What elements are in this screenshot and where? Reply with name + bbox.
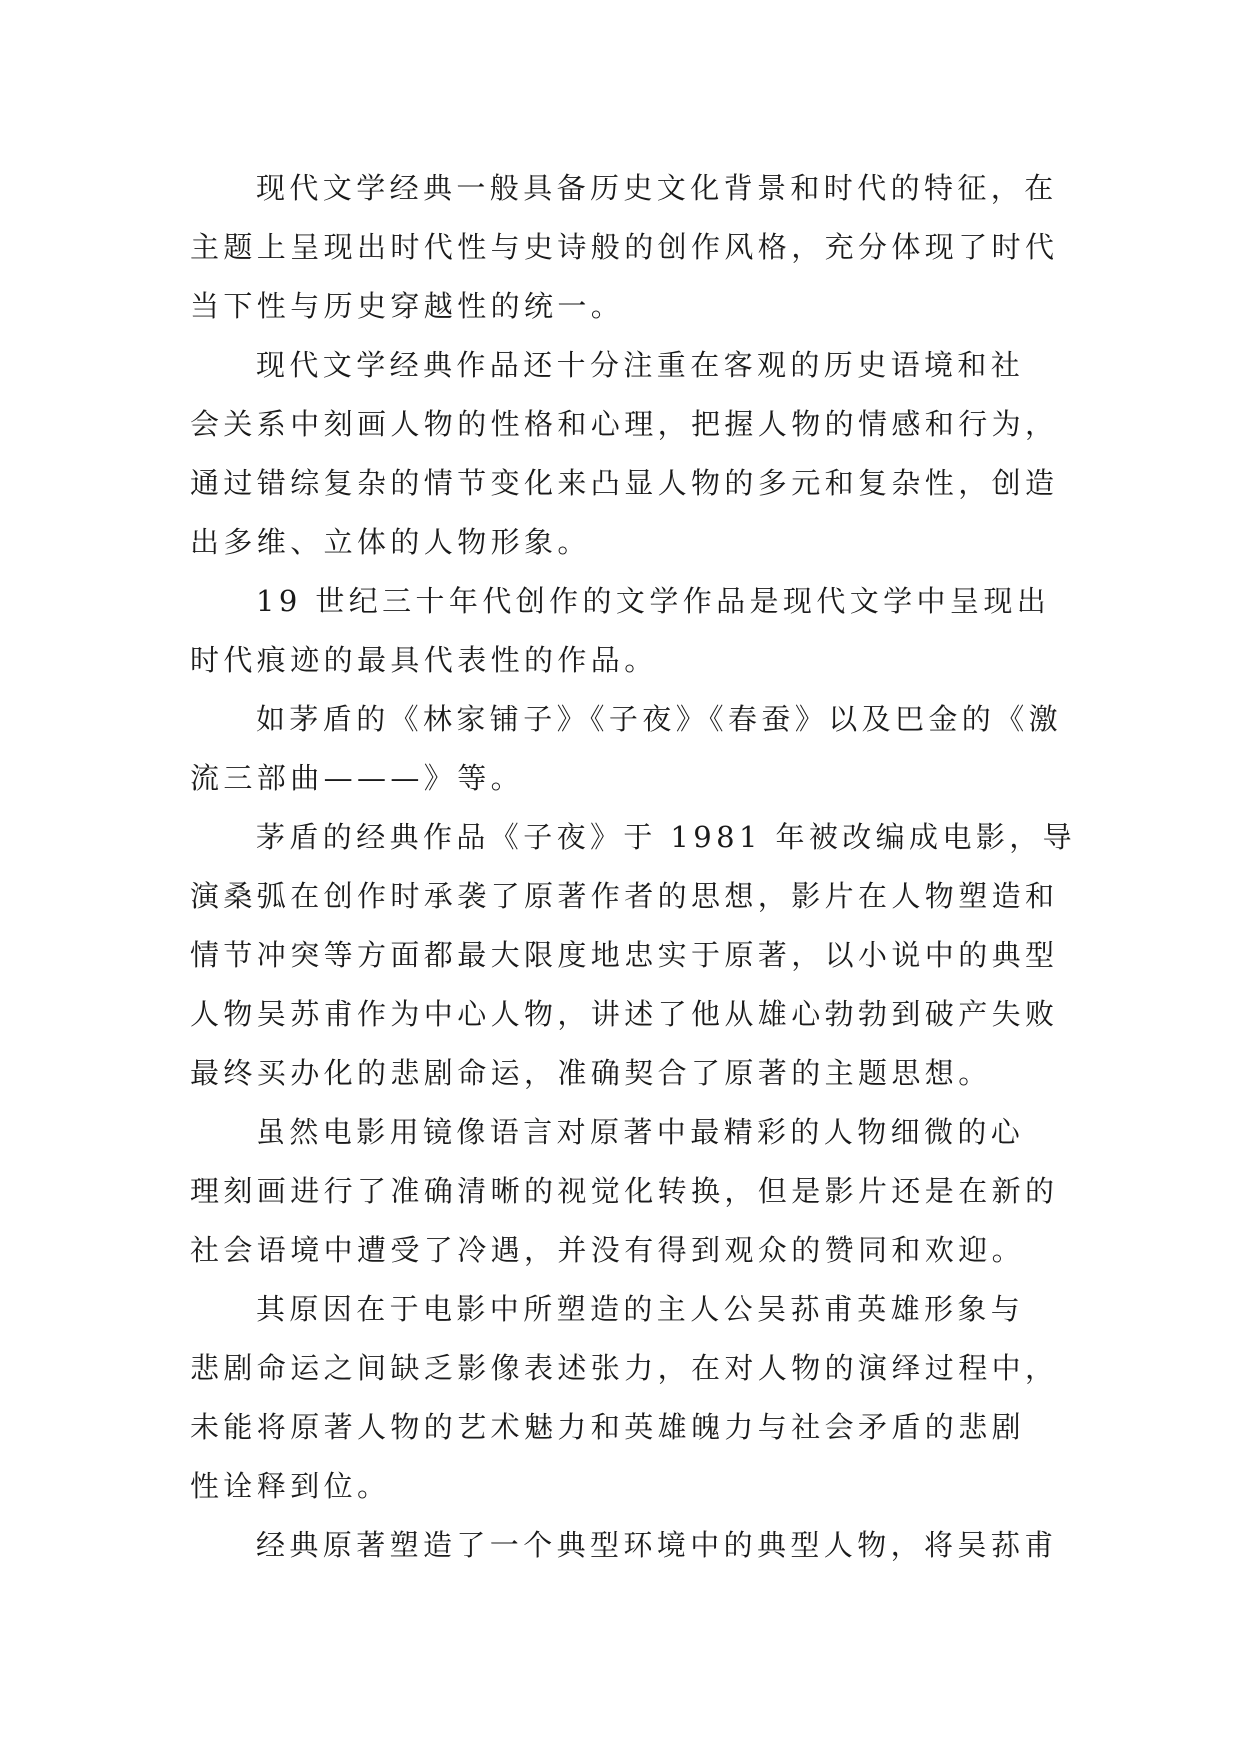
text-line: 现代文学经典一般具备历史文化背景和时代的特征，在 xyxy=(256,171,1058,205)
text-line: 其原因在于电影中所塑造的主人公吴荪甫英雄形象与 xyxy=(256,1292,1025,1326)
paragraph xyxy=(190,572,1050,690)
text-line: 主题上呈现出时代性与史诗般的创作风格，充分体现了时代 xyxy=(190,230,1059,264)
document-body xyxy=(190,159,1077,1575)
text-line: 出多维、立体的人物形象。 xyxy=(190,525,591,559)
text-line: 演桑弧在创作时承袭了原著作者的思想，影片在人物塑造和 xyxy=(190,879,1059,913)
text-line: 虽然电影用镜像语言对原著中最精彩的人物细微的心 xyxy=(256,1115,1025,1149)
text-line: 茅盾的经典作品《子夜》于 1981 年被改编成电影，导 xyxy=(256,820,1077,854)
text-line: 现代文学经典作品还十分注重在客观的历史语境和社 xyxy=(256,348,1025,382)
paragraph xyxy=(190,1103,1059,1280)
text-line: 19 世纪三十年代创作的文学作品是现代文学中呈现出 xyxy=(256,584,1051,618)
text-line: 经典原著塑造了一个典型环境中的典型人物，将吴荪甫 xyxy=(256,1528,1058,1562)
paragraph xyxy=(190,808,1077,1103)
text-line: 通过错综复杂的情节变化来凸显人物的多元和复杂性，创造 xyxy=(190,466,1059,500)
text-line: 性诠释到位。 xyxy=(190,1469,391,1503)
paragraph xyxy=(190,690,1063,808)
text-line: 社会语境中遭受了冷遇，并没有得到观众的赞同和欢迎。 xyxy=(190,1233,1026,1267)
text-line: 人物吴苏甫作为中心人物，讲述了他从雄心勃勃到破产失败 xyxy=(190,997,1059,1031)
paragraph xyxy=(190,336,1059,572)
text-line: 情节冲突等方面都最大限度地忠实于原著，以小说中的典型 xyxy=(190,938,1059,972)
text-line: 最终买办化的悲剧命运，准确契合了原著的主题思想。 xyxy=(190,1056,992,1090)
paragraph xyxy=(190,1280,1059,1516)
paragraph xyxy=(190,1516,1058,1575)
text-line: 流三部曲———》等。 xyxy=(190,761,525,795)
text-line: 理刻画进行了准确清晰的视觉化转换，但是影片还是在新的 xyxy=(190,1174,1059,1208)
text-line: 会关系中刻画人物的性格和心理，把握人物的情感和行为， xyxy=(190,407,1059,441)
text-line: 悲剧命运之间缺乏影像表述张力，在对人物的演绎过程中， xyxy=(190,1351,1059,1385)
text-line: 如茅盾的《林家铺子》《子夜》《春蚕》以及巴金的《激 xyxy=(256,702,1063,736)
paragraph xyxy=(190,159,1059,336)
text-line: 未能将原著人物的艺术魅力和英雄魄力与社会矛盾的悲剧 xyxy=(190,1410,1026,1444)
text-line: 时代痕迹的最具代表性的作品。 xyxy=(190,643,658,677)
text-line: 当下性与历史穿越性的统一。 xyxy=(190,289,625,323)
